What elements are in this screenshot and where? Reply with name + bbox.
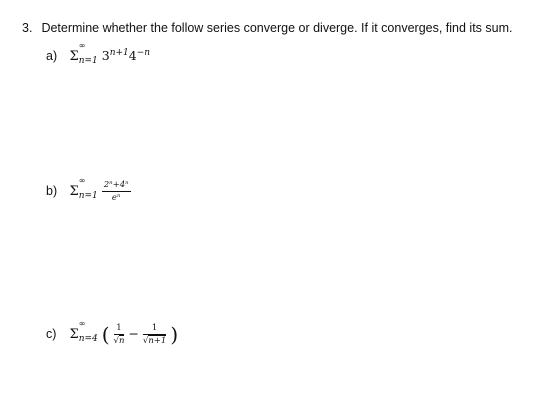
part-b-label: b) bbox=[46, 184, 58, 198]
part-a-base2: 4 bbox=[128, 48, 137, 63]
part-a-series bbox=[69, 41, 151, 66]
part-a-exp1: n+1 bbox=[109, 47, 129, 58]
part-c-fraction-1-denominator bbox=[114, 335, 125, 346]
sqrt-icon: √ bbox=[142, 335, 149, 346]
part-c-label: c) bbox=[46, 326, 57, 341]
part-c-fraction-1-numerator: 1 bbox=[114, 323, 125, 335]
part-c-upper-limit: ∞ bbox=[78, 318, 86, 328]
part-c bbox=[46, 318, 179, 346]
question-text: Determine whether the follow series converge or diverge. If it converges, find its sum. bbox=[41, 21, 513, 35]
question-prompt bbox=[22, 21, 512, 35]
part-a-exp2: −n bbox=[136, 47, 151, 58]
part-c-fraction-2-radicand: n+1 bbox=[148, 335, 167, 346]
part-c-fraction-2-numerator: 1 bbox=[143, 323, 166, 335]
part-c-right-paren: ) bbox=[170, 322, 179, 346]
part-b-denominator: eⁿ bbox=[111, 193, 121, 203]
part-a-sigma: Σ bbox=[69, 49, 79, 64]
question-number: 3. bbox=[22, 21, 33, 35]
part-c-fraction-1-radicand: n bbox=[118, 335, 125, 346]
sqrt-icon: √ bbox=[113, 335, 119, 346]
part-b-numerator: 2ⁿ+4ⁿ bbox=[103, 180, 129, 190]
part-c-left-paren: ( bbox=[101, 322, 110, 346]
part-a bbox=[46, 41, 151, 66]
part-b-sigma: Σ bbox=[69, 184, 79, 199]
part-b-series bbox=[69, 176, 130, 203]
part-c-fraction-2-denominator bbox=[143, 335, 166, 346]
part-a-limits bbox=[78, 41, 98, 66]
part-c-series bbox=[69, 318, 179, 346]
part-a-label: a) bbox=[46, 49, 58, 63]
part-c-limits bbox=[78, 318, 98, 344]
part-a-upper-limit: ∞ bbox=[78, 41, 86, 50]
part-b-lower-limit: n=1 bbox=[78, 191, 98, 201]
part-a-lower-limit: n=1 bbox=[78, 56, 98, 66]
part-c-fraction-2 bbox=[143, 323, 166, 346]
part-b-fraction bbox=[102, 180, 131, 203]
part-b bbox=[46, 176, 131, 203]
part-b-upper-limit: ∞ bbox=[78, 176, 86, 185]
part-c-sigma: Σ bbox=[69, 326, 79, 342]
part-a-base1: 3 bbox=[101, 48, 110, 63]
part-c-lower-limit: n=4 bbox=[78, 333, 98, 344]
part-b-limits bbox=[78, 176, 98, 201]
part-c-minus: − bbox=[128, 325, 139, 341]
part-c-fraction-1 bbox=[114, 323, 125, 346]
